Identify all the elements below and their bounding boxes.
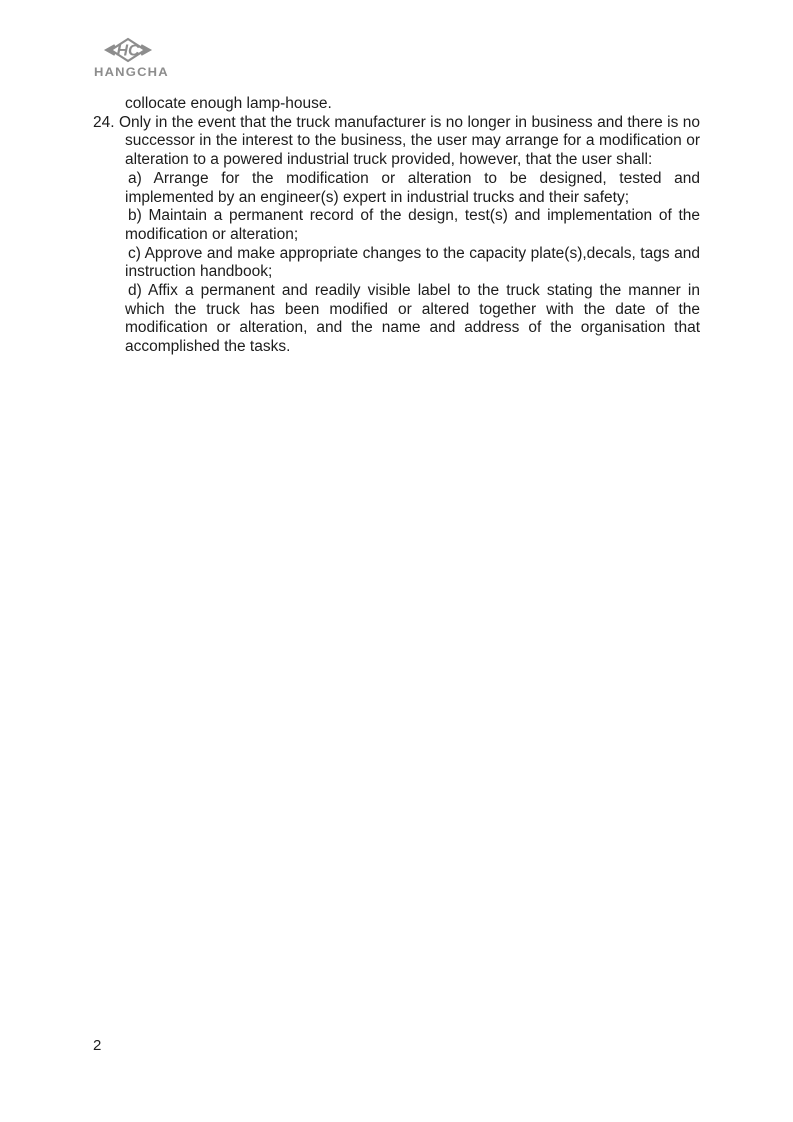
sub-item-a (125, 170, 700, 207)
sub-item-b (125, 207, 700, 244)
hangcha-logo-text: HANGCHA (94, 65, 169, 79)
continuation-text: collocate enough lamp-house. (125, 95, 332, 112)
page-number: 2 (93, 1037, 102, 1054)
sub-item-a-text: a) Arrange for the modification or alteration to be designed, tested and implemented by an engineer(s) expert in industrial trucks and their safety; (125, 169, 700, 206)
hangcha-logo (94, 36, 174, 80)
sub-item-d-text: d) Affix a permanent and readily visible label to the truck stating the manner in which the truck has been modified or altered together with the date of the modification or alteration, and the name and address of the organisation that accomplished the tasks. (125, 282, 700, 356)
sub-item-c (125, 245, 700, 282)
sub-item-d (125, 282, 700, 357)
paragraph-continuation (125, 95, 700, 114)
svg-text:HC: HC (116, 42, 140, 60)
sub-item-c-text: c) Approve and make appropriate changes to the capacity plate(s),decals, tags and instruction handbook; (125, 244, 700, 281)
list-item-24-text: Only in the event that the truck manufacturer is no longer in business and there is no successor in the interest to the business, the user may arrange for a modification or alteration to a powered industrial truck provided, however, that the user shall: (119, 113, 700, 169)
document-body (93, 95, 700, 357)
list-item-24-number: 24. (93, 113, 115, 131)
hangcha-logo-icon (101, 36, 155, 64)
sub-item-b-text: b) Maintain a permanent record of the design, test(s) and implementation of the modification or alteration; (125, 207, 700, 243)
list-item-24 (93, 113, 700, 170)
